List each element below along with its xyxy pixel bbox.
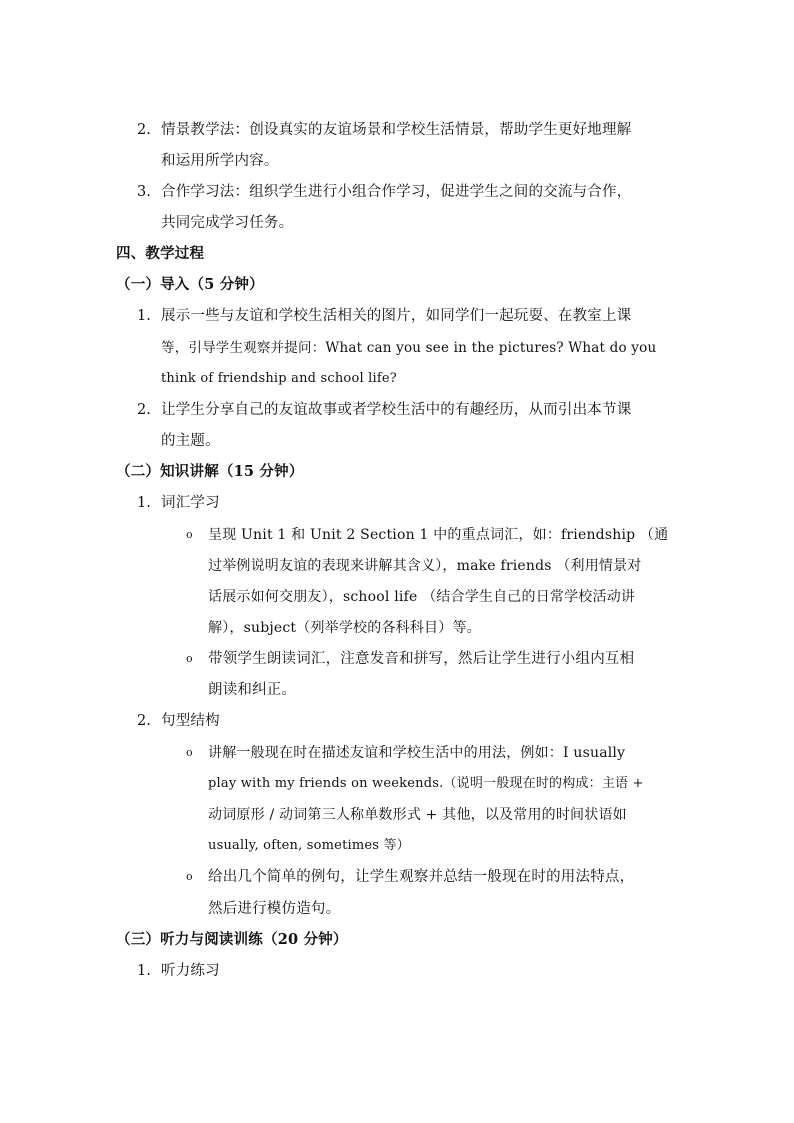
method-2-line-1: 情景教学法：创设真实的友谊场景和学校生活情景，帮助学生更好地理解 — [161, 122, 632, 138]
list-number: 3. — [137, 184, 151, 200]
bullet-icon: o — [186, 746, 193, 759]
grammar-bullet-1-line-3: 动词原形 / 动词第三人称单数形式 + 其他，以及常用的时间状语如 — [208, 807, 627, 823]
intro-item-2-line-1: 让学生分享自己的友谊故事或者学校生活中的有趣经历，从而引出本节课 — [161, 402, 632, 418]
vocab-bullet-2-line-2: 朗读和纠正。 — [208, 682, 297, 698]
method-2-line-2: 和运用所学内容。 — [161, 153, 279, 169]
intro-item-1-line-1: 展示一些与友谊和学校生活相关的图片，如同学们一起玩耍、在教室上课 — [161, 308, 632, 324]
vocab-bullet-1-line-1: 呈现 Unit 1 和 Unit 2 Section 1 中的重点词汇，如：friendship （通 — [208, 527, 669, 543]
listening-title: 听力练习 — [161, 963, 220, 979]
method-3-line-1: 合作学习法：组织学生进行小组合作学习，促进学生之间的交流与合作， — [161, 184, 632, 200]
list-number: 2. — [137, 122, 151, 138]
subsection-heading: （三）听力与阅读训练（20 分钟） — [116, 931, 348, 948]
list-number: 1. — [137, 963, 151, 979]
intro-item-1-line-2: 等，引导学生观察并提问：What can you see in the pictures? What do you — [161, 340, 657, 356]
vocab-bullet-1-line-4: 解），subject（列举学校的各科科目）等。 — [208, 620, 481, 636]
vocab-bullet-1-line-3: 话展示如何交朋友），school life （结合学生自己的日常学校活动讲 — [208, 589, 636, 605]
method-3-line-2: 共同完成学习任务。 — [161, 215, 294, 231]
grammar-bullet-1-line-2: play with my friends on weekends.（说明一般现在时的构成：主语 + — [208, 776, 644, 791]
grammar-bullet-1-line-4: usually, often, sometimes 等） — [208, 838, 410, 853]
grammar-bullet-2-line-1: 给出几个简单的例句，让学生观察并总结一般现在时的用法特点， — [208, 869, 635, 885]
grammar-title: 句型结构 — [161, 713, 220, 729]
bullet-icon: o — [186, 528, 193, 541]
list-number: 2. — [137, 713, 151, 729]
intro-item-1-line-3: think of friendship and school life? — [161, 371, 397, 386]
intro-item-2-line-2: 的主题。 — [161, 433, 220, 449]
list-number: 1. — [137, 308, 151, 324]
vocab-bullet-1-line-2: 过举例说明友谊的表现来讲解其含义），make friends （利用情景对 — [208, 558, 642, 574]
bullet-icon: o — [186, 870, 193, 883]
subsection-heading: （二）知识讲解（15 分钟） — [116, 463, 304, 480]
list-number: 1. — [137, 495, 151, 511]
section-heading: 四、教学过程 — [116, 245, 205, 262]
subsection-heading: （一）导入（5 分钟） — [116, 276, 264, 293]
bullet-icon: o — [186, 652, 193, 665]
list-number: 2. — [137, 402, 151, 418]
vocab-title: 词汇学习 — [161, 495, 220, 511]
grammar-bullet-1-line-1: 讲解一般现在时在描述友谊和学校生活中的用法，例如：I usually — [208, 745, 626, 761]
vocab-bullet-2-line-1: 带领学生朗读词汇，注意发音和拼写，然后让学生进行小组内互相 — [208, 651, 635, 667]
grammar-bullet-2-line-2: 然后进行模仿造句。 — [208, 901, 341, 917]
